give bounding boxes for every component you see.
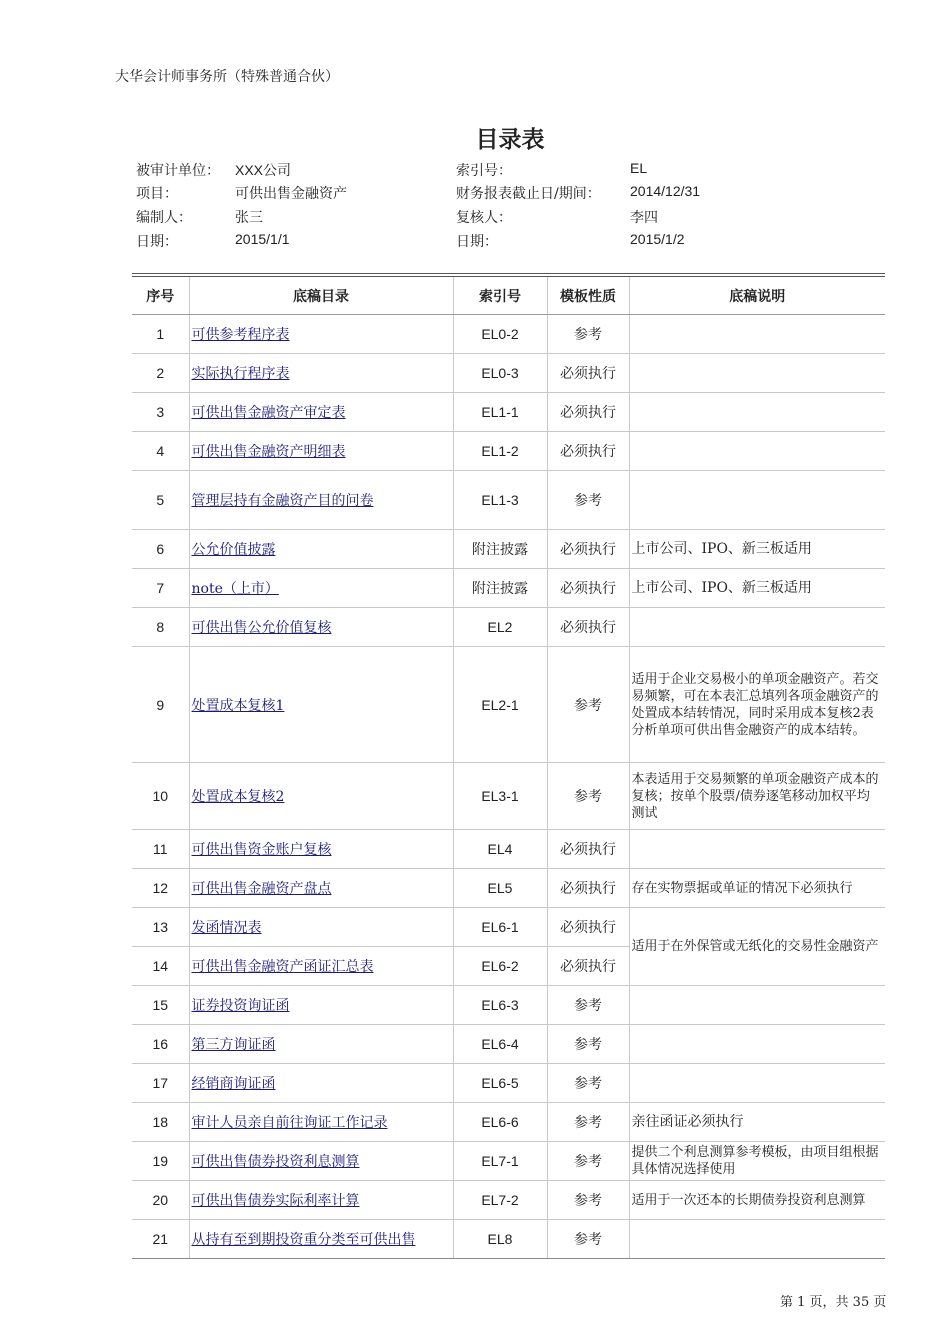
workpaper-link[interactable]: 发函情况表 <box>191 920 262 936</box>
index-cell: EL0-2 <box>453 315 547 354</box>
workpaper-name-cell <box>189 1220 453 1259</box>
workpaper-index-table <box>132 277 885 1259</box>
row-number: 8 <box>132 608 189 647</box>
page-title: 目录表 <box>475 127 545 153</box>
description-cell: 本表适用于交易频繁的单项金融资产成本的复核；按单个股票/债券逐笔移动加权平均测试 <box>629 763 885 830</box>
description-cell <box>629 393 885 432</box>
row-number: 17 <box>132 1064 189 1103</box>
workpaper-name-cell <box>189 1142 453 1181</box>
index-cell: EL3-1 <box>453 763 547 830</box>
workpaper-link[interactable]: 第三方询证函 <box>191 1037 276 1053</box>
index-cell: EL8 <box>453 1220 547 1259</box>
row-number: 21 <box>132 1220 189 1259</box>
workpaper-link[interactable]: 审计人员亲自前往询证工作记录 <box>191 1115 388 1131</box>
row-number: 16 <box>132 1025 189 1064</box>
row-number: 5 <box>132 471 189 530</box>
table-row <box>132 986 885 1025</box>
row-number: 14 <box>132 947 189 986</box>
date1-value: 2015/1/1 <box>235 231 290 247</box>
table-row <box>132 647 885 763</box>
workpaper-link[interactable]: 可供出售公允价值复核 <box>191 620 332 636</box>
row-number: 9 <box>132 647 189 763</box>
preparer-value: 张三 <box>235 210 263 226</box>
table-row <box>132 908 885 947</box>
index-cell: EL1-2 <box>453 432 547 471</box>
header-no: 序号 <box>132 277 189 315</box>
index-cell: EL6-3 <box>453 986 547 1025</box>
workpaper-link[interactable]: 可供出售债券投资利息测算 <box>191 1154 360 1170</box>
project-value: 可供出售金融资产 <box>235 186 347 202</box>
period-label: 财务报表截止日/期间： <box>456 186 601 202</box>
table-row <box>132 608 885 647</box>
index-cell: EL7-2 <box>453 1181 547 1220</box>
row-number: 12 <box>132 869 189 908</box>
nature-cell: 必须执行 <box>547 354 629 393</box>
nature-cell: 参考 <box>547 1103 629 1142</box>
period-value: 2014/12/31 <box>630 183 701 199</box>
row-number: 11 <box>132 830 189 869</box>
table-row <box>132 1064 885 1103</box>
table-row <box>132 354 885 393</box>
workpaper-link[interactable]: 可供出售资金账户复核 <box>191 842 332 858</box>
nature-cell: 必须执行 <box>547 393 629 432</box>
row-number: 7 <box>132 569 189 608</box>
workpaper-name-cell <box>189 471 453 530</box>
workpaper-name-cell <box>189 354 453 393</box>
index-cell: EL6-1 <box>453 908 547 947</box>
description-cell <box>629 432 885 471</box>
nature-cell: 参考 <box>547 1142 629 1181</box>
row-number: 1 <box>132 315 189 354</box>
nature-cell: 必须执行 <box>547 608 629 647</box>
workpaper-name-cell <box>189 1181 453 1220</box>
workpaper-link[interactable]: 处置成本复核1 <box>191 697 285 714</box>
workpaper-name-cell <box>189 908 453 947</box>
workpaper-link[interactable]: 实际执行程序表 <box>191 366 290 382</box>
description-cell: 适用于一次还本的长期债券投资利息测算 <box>629 1181 885 1220</box>
row-number: 19 <box>132 1142 189 1181</box>
workpaper-name-cell <box>189 569 453 608</box>
table-row <box>132 393 885 432</box>
workpaper-link[interactable]: 可供参考程序表 <box>191 327 290 343</box>
nature-cell: 参考 <box>547 1220 629 1259</box>
header-nature: 模板性质 <box>547 277 629 315</box>
nature-cell: 必须执行 <box>547 947 629 986</box>
row-number: 2 <box>132 354 189 393</box>
description-cell: 适用于企业交易极小的单项金融资产。若交易频繁，可在本表汇总填列各项金融资产的处置成本结转情况，同时采用成本复核2表分析单项可供出售金融资产的成本结转。 <box>629 647 885 763</box>
table-row <box>132 763 885 830</box>
header-workpaper: 底稿目录 <box>189 277 453 315</box>
nature-cell: 参考 <box>547 986 629 1025</box>
nature-cell: 参考 <box>547 763 629 830</box>
description-cell <box>629 986 885 1025</box>
workpaper-name-cell <box>189 315 453 354</box>
nature-cell: 参考 <box>547 315 629 354</box>
table-row <box>132 1181 885 1220</box>
nature-cell: 必须执行 <box>547 432 629 471</box>
description-cell <box>629 315 885 354</box>
header-index: 索引号 <box>453 277 547 315</box>
description-cell <box>629 1025 885 1064</box>
workpaper-name-cell <box>189 608 453 647</box>
description-cell <box>629 830 885 869</box>
index-cell: EL2 <box>453 608 547 647</box>
workpaper-name-cell <box>189 947 453 986</box>
description-cell: 提供二个利息测算参考模板，由项目组根据具体情况选择使用 <box>629 1142 885 1181</box>
row-number: 20 <box>132 1181 189 1220</box>
table-row <box>132 432 885 471</box>
workpaper-name-cell <box>189 393 453 432</box>
workpaper-name-cell <box>189 830 453 869</box>
workpaper-name-cell <box>189 986 453 1025</box>
index-cell: EL1-3 <box>453 471 547 530</box>
workpaper-name-cell <box>189 869 453 908</box>
description-cell: 亲往函证必须执行 <box>629 1103 885 1142</box>
nature-cell: 参考 <box>547 647 629 763</box>
description-cell <box>629 354 885 393</box>
index-cell: EL2-1 <box>453 647 547 763</box>
index-cell: EL0-3 <box>453 354 547 393</box>
row-number: 4 <box>132 432 189 471</box>
workpaper-name-cell <box>189 1103 453 1142</box>
table-row <box>132 1142 885 1181</box>
index-cell: EL5 <box>453 869 547 908</box>
row-number: 15 <box>132 986 189 1025</box>
nature-cell: 参考 <box>547 1181 629 1220</box>
nature-cell: 必须执行 <box>547 908 629 947</box>
nature-cell: 必须执行 <box>547 869 629 908</box>
reviewer-value: 李四 <box>630 210 658 226</box>
nature-cell: 参考 <box>547 1064 629 1103</box>
workpaper-name-cell <box>189 1064 453 1103</box>
nature-cell: 必须执行 <box>547 530 629 569</box>
header-description: 底稿说明 <box>629 277 885 315</box>
workpaper-name-cell <box>189 432 453 471</box>
index-label: 索引号： <box>456 163 512 179</box>
workpaper-name-cell <box>189 763 453 830</box>
workpaper-link[interactable]: 可供出售债券实际利率计算 <box>191 1193 360 1209</box>
description-cell <box>629 1220 885 1259</box>
preparer-label: 编制人： <box>136 210 192 226</box>
row-number: 10 <box>132 763 189 830</box>
workpaper-name-cell <box>189 1025 453 1064</box>
table-row <box>132 1025 885 1064</box>
index-cell: EL6-6 <box>453 1103 547 1142</box>
table-row <box>132 869 885 908</box>
index-cell: EL6-5 <box>453 1064 547 1103</box>
workpaper-link[interactable]: 可供出售金融资产函证汇总表 <box>191 959 374 975</box>
description-cell <box>629 1064 885 1103</box>
nature-cell: 必须执行 <box>547 830 629 869</box>
workpaper-link[interactable]: 从持有至到期投资重分类至可供出售 <box>191 1232 416 1248</box>
table-row <box>132 1220 885 1259</box>
index-cell: 附注披露 <box>453 530 547 569</box>
workpaper-link[interactable]: 可供出售金融资产明细表 <box>191 444 346 460</box>
index-cell: 附注披露 <box>453 569 547 608</box>
workpaper-link[interactable]: 证券投资询证函 <box>191 998 290 1014</box>
description-cell: 适用于在外保管或无纸化的交易性金融资产 <box>629 908 885 986</box>
divider <box>132 273 885 274</box>
description-cell: 上市公司、IPO、新三板适用 <box>629 569 885 608</box>
table-row <box>132 830 885 869</box>
workpaper-name-cell <box>189 647 453 763</box>
index-cell: EL6-4 <box>453 1025 547 1064</box>
nature-cell: 参考 <box>547 1025 629 1064</box>
workpaper-link[interactable]: 经销商询证函 <box>191 1076 276 1092</box>
workpaper-link[interactable]: 可供出售金融资产盘点 <box>191 881 332 897</box>
firm-name: 大华会计师事务所（特殊普通合伙） <box>115 69 339 85</box>
reviewer-label: 复核人： <box>456 210 512 226</box>
date1-label: 日期： <box>136 234 178 250</box>
row-number: 13 <box>132 908 189 947</box>
index-value: EL <box>630 160 648 176</box>
table-row <box>132 530 885 569</box>
index-cell: EL6-2 <box>453 947 547 986</box>
description-cell <box>629 471 885 530</box>
workpaper-link[interactable]: note（上市） <box>191 581 279 597</box>
entity-label: 被审计单位： <box>136 163 220 179</box>
index-cell: EL7-1 <box>453 1142 547 1181</box>
description-cell <box>629 608 885 647</box>
index-cell: EL4 <box>453 830 547 869</box>
index-cell: EL1-1 <box>453 393 547 432</box>
description-cell: 存在实物票据或单证的情况下必须执行 <box>629 869 885 908</box>
table-row <box>132 569 885 608</box>
page-footer: 第 1 页，共 35 页 <box>780 1295 887 1310</box>
entity-value: XXX公司 <box>235 162 292 178</box>
row-number: 6 <box>132 530 189 569</box>
nature-cell: 必须执行 <box>547 569 629 608</box>
table-row <box>132 471 885 530</box>
date2-value: 2015/1/2 <box>630 231 685 247</box>
workpaper-link[interactable]: 处置成本复核2 <box>191 789 285 805</box>
project-label: 项目： <box>136 186 178 202</box>
table-row <box>132 1103 885 1142</box>
description-cell: 上市公司、IPO、新三板适用 <box>629 530 885 569</box>
workpaper-name-cell <box>189 530 453 569</box>
workpaper-link[interactable]: 公允价值披露 <box>191 542 276 558</box>
workpaper-link[interactable]: 管理层持有金融资产目的问卷 <box>191 493 374 509</box>
row-number: 3 <box>132 393 189 432</box>
table-row <box>132 315 885 354</box>
row-number: 18 <box>132 1103 189 1142</box>
nature-cell: 参考 <box>547 471 629 530</box>
date2-label: 日期： <box>456 234 498 250</box>
workpaper-link[interactable]: 可供出售金融资产审定表 <box>191 405 346 421</box>
